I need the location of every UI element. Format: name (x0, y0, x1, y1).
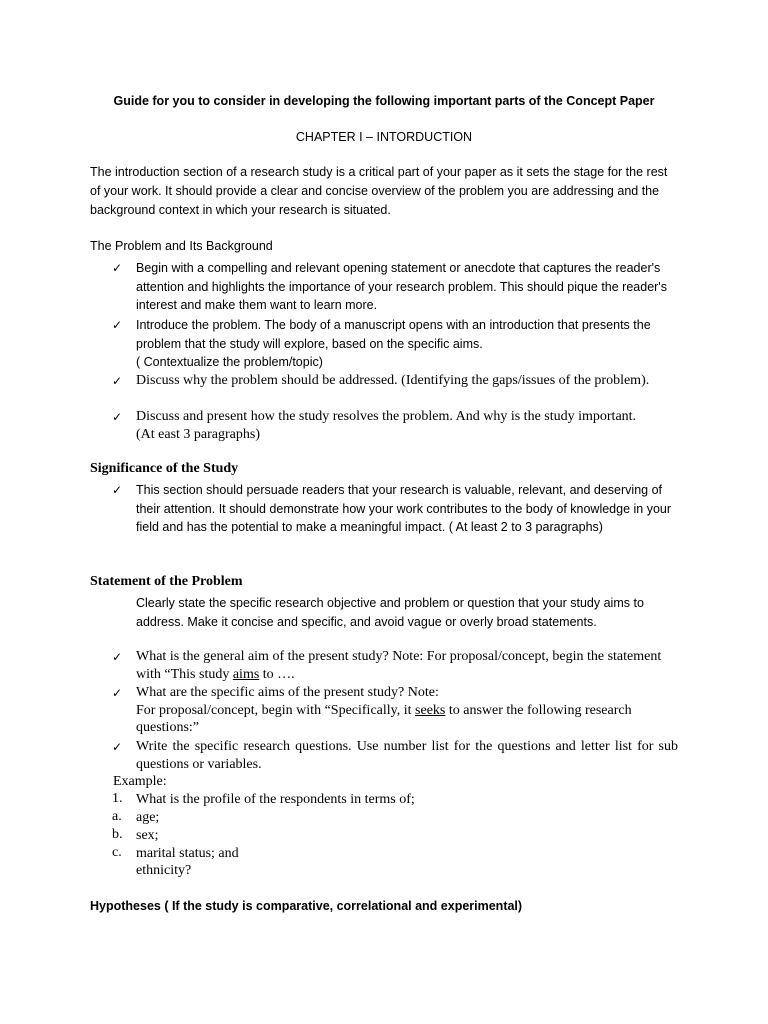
list-item-text: Introduce the problem. The body of a manuscript opens with an introduction that presents the problem that the study will explore, based on the specific aims. (136, 318, 651, 351)
document-title: Guide for you to consider in developing the following important parts of the Concept Paper (113, 94, 655, 108)
list-item-text: Discuss why the problem should be addressed. (Identifying the gaps/issues of the problem). (136, 373, 650, 388)
checkmark-icon: ✓ (112, 318, 123, 332)
checkmark-icon: ✓ (112, 261, 123, 275)
chapter-heading: CHAPTER I – INTORDUCTION (295, 130, 473, 144)
section-heading-problem-background: The Problem and Its Background (90, 239, 273, 253)
checkmark-icon: ✓ (112, 740, 123, 754)
statement-paragraph: Clearly state the specific research objective and problem or question that your study aims to address. Make it concise and specific, and avoid vague or overly broad statements. (136, 596, 644, 629)
list-item (112, 408, 678, 443)
list-item-text: Begin with a compelling and relevant opening statement or anecdote that captures the reader's attention and highlights the importance of your research problem. This should pique the reader's interest and make them want to learn more. (136, 261, 667, 312)
example-label: Example: (113, 774, 167, 789)
sub-item: marital status; and (136, 846, 239, 861)
underlined-word: seeks (415, 702, 446, 718)
question-text: What is the general aim of the present study? Note: For proposal/concept, begin the statement with “This study (136, 649, 662, 682)
checkmark-icon: ✓ (112, 410, 123, 424)
letter-marker: a. (112, 809, 122, 824)
section-heading-hypotheses: Hypotheses ( If the study is comparative, correlational and experimental) (90, 899, 523, 913)
list-item (112, 316, 678, 372)
list-item (112, 481, 678, 537)
checkmark-icon: ✓ (112, 686, 123, 700)
section-heading-statement: Statement of the Problem (90, 574, 243, 589)
number-marker: 1. (112, 791, 123, 806)
section-heading-significance: Significance of the Study (90, 461, 239, 476)
question-text-end: to …. (259, 666, 295, 682)
list-item (112, 259, 678, 315)
list-item-text: This section should persuade readers that your research is valuable, relevant, and deserving of their attention. It should demonstrate how your work contributes to the body of knowledge in your field and has the potential to make a meaningful impact. ( At least 2 to 3 paragraphs) (136, 483, 672, 534)
question-text: What are the specific aims of the present study? Note: (136, 685, 439, 700)
intro-paragraph: The introduction section of a research study is a critical part of your paper as it sets the stage for the rest of your work. It should provide a clear and concise overview of the problem you are addressing and the background context in which your research is situated. (90, 165, 668, 217)
checkmark-icon: ✓ (112, 650, 123, 664)
sub-item: ethnicity? (136, 863, 192, 878)
sub-item: age; (136, 810, 160, 825)
list-item-text: Discuss and present how the study resolves the problem. And why is the study important. (136, 409, 637, 424)
question-note-end: to answer the following research questions:” (136, 702, 632, 735)
letter-marker: b. (112, 827, 123, 842)
checkmark-icon: ✓ (112, 374, 123, 388)
list-item-note: ( Contextualize the problem/topic) (136, 355, 323, 369)
question-note: For proposal/concept, begin with “Specifically, it (136, 702, 416, 718)
numbered-question: What is the profile of the respondents in terms of; (136, 792, 415, 807)
list-item-note: (At east 3 paragraphs) (136, 426, 261, 442)
checkmark-icon: ✓ (112, 483, 123, 497)
list-item (112, 372, 678, 390)
sub-item: sex; (136, 828, 159, 843)
letter-marker: c. (112, 845, 122, 860)
list-item (112, 738, 678, 773)
list-item (112, 684, 678, 737)
list-item-text: Write the specific research questions. Use number list for the questions and letter list for sub questions or variables. (136, 739, 678, 772)
list-item (112, 648, 678, 683)
underlined-word: aims (232, 666, 260, 682)
